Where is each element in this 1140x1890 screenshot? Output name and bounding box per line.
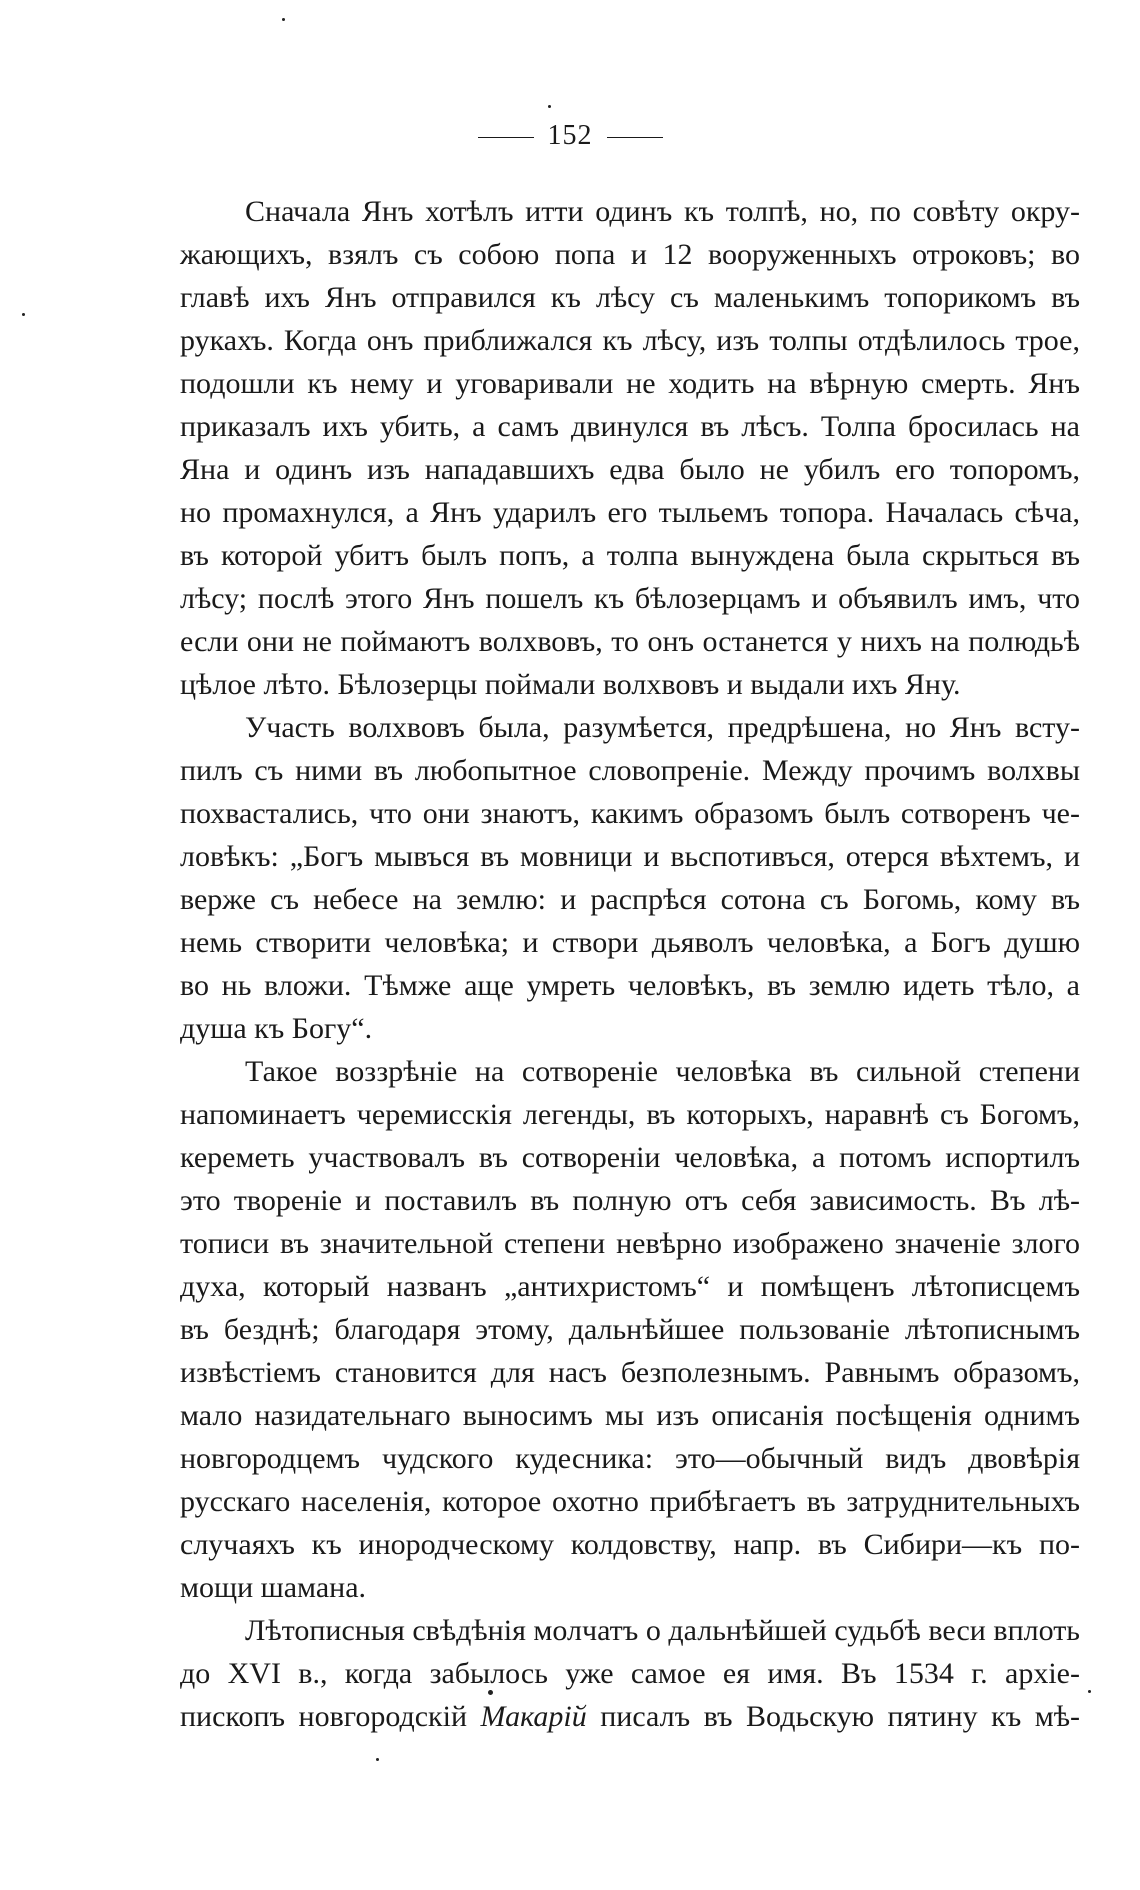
text-line: Сначала Янъ хотѣлъ итти одинъ къ толпѣ, но, по совѣту окру-	[245, 195, 1080, 228]
text-line: рукахъ. Когда онъ приближался къ лѣсу, изъ толпы отдѣлилось трое,	[180, 324, 1080, 357]
text-line: напоминаетъ черемисскія легенды, въ которыхъ, наравнѣ съ Богомъ,	[180, 1098, 1080, 1131]
text-line: мало назидательнаго выносимъ мы изъ описанія посѣщенія однимъ	[180, 1399, 1080, 1432]
text-body	[180, 190, 1080, 1738]
paragraph-1	[180, 190, 1080, 706]
text-line: ловѣкъ: „Богъ мывъся въ мовници и вьспотивъся, отерся вѣхтемъ, и	[180, 840, 1080, 873]
text-line: но промахнулся, а Янъ ударилъ его тыльемъ топора. Началась сѣча,	[180, 496, 1080, 529]
paragraph-3	[180, 1050, 1080, 1609]
text-line: въ которой убитъ былъ попъ, а толпа вынуждена была скрыться въ	[180, 539, 1080, 572]
text-line: во нь вложи. Тѣмже аще умреть человѣкъ, въ землю идеть тѣло, а	[180, 969, 1080, 1002]
text-fragment: пископъ новгородскій	[180, 1700, 481, 1733]
page-number-value: 152	[547, 120, 593, 151]
text-line: извѣстіемъ становится для насъ безполезнымъ. Равнымъ образомъ,	[180, 1356, 1080, 1389]
text-line: подошли къ нему и уговаривали не ходить на вѣрную смерть. Янъ	[180, 367, 1080, 400]
text-line: новгородцемъ чудского кудесника: это—обычный видъ двовѣрія	[180, 1442, 1080, 1475]
text-line: Яна и одинъ изъ нападавшихъ едва было не убилъ его топоромъ,	[180, 453, 1080, 486]
text-line: до XVI в., когда забылось уже самое ея имя. Въ 1534 г. архіе-	[180, 1657, 1080, 1690]
text-line: это твореніе и поставилъ въ полную отъ себя зависимость. Въ лѣ-	[180, 1184, 1080, 1217]
text-line: цѣлое лѣто. Бѣлозерцы поймали волхвовъ и выдали ихъ Яну.	[180, 668, 961, 701]
text-line-with-italic	[180, 1695, 1080, 1738]
text-line: верже съ небесе на землю: и распрѣся сотона съ Богомь, кому въ	[180, 883, 1080, 916]
paragraph-2	[180, 706, 1080, 1050]
text-line: приказалъ ихъ убить, а самъ двинулся въ лѣсъ. Толпа бросилась на	[180, 410, 1080, 443]
text-line: случаяхъ къ инородческому колдовству, напр. въ Сибири—къ по-	[180, 1528, 1080, 1561]
scan-speck	[488, 1690, 493, 1695]
italic-name-makariy: Макарій	[480, 1700, 587, 1733]
text-line: Участь волхвовъ была, разумѣется, предрѣшена, но Янъ всту-	[245, 711, 1080, 744]
text-line: если они не поймаютъ волхвовъ, то онъ останется у нихъ на полюдьѣ	[180, 625, 1080, 658]
text-line: немь створити человѣка; и створи дьяволъ человѣка, а Богъ душю	[180, 926, 1080, 959]
scan-speck	[1088, 1690, 1091, 1693]
text-line: тописи въ значительной степени невѣрно изображено значеніе злого	[180, 1227, 1080, 1260]
page-number	[0, 120, 1140, 152]
text-fragment: писалъ въ Водьскую пятину къ мѣ-	[586, 1700, 1080, 1733]
page-number-dash-right	[607, 137, 663, 138]
text-line: Лѣтописныя свѣдѣнія молчатъ о дальнѣйшей судьбѣ веси вплоть	[245, 1614, 1080, 1647]
text-line: духа, который названъ „антихристомъ“ и помѣщенъ лѣтописцемъ	[180, 1270, 1080, 1303]
scan-speck	[22, 313, 25, 316]
scan-speck	[376, 1758, 379, 1761]
text-line: въ безднѣ; благодаря этому, дальнѣйшее пользованіе лѣтописнымъ	[180, 1313, 1080, 1346]
scan-speck	[548, 105, 551, 108]
text-line: лѣсу; послѣ этого Янъ пошелъ къ бѣлозерцамъ и объявилъ имъ, что	[180, 582, 1080, 615]
text-line: главѣ ихъ Янъ отправился къ лѣсу съ маленькимъ топорикомъ въ	[180, 281, 1080, 314]
text-line: кереметь участвовалъ въ сотвореніи человѣка, а потомъ испортилъ	[180, 1141, 1080, 1174]
page-number-dash-left	[478, 137, 534, 138]
text-line: жающихъ, взялъ съ собою попа и 12 вооруженныхъ отроковъ; во	[180, 238, 1080, 271]
scan-speck	[282, 18, 285, 21]
text-line: Такое воззрѣніе на сотвореніе человѣка въ сильной степени	[245, 1055, 1080, 1088]
text-line: русскаго населенія, которое охотно прибѣгаетъ въ затруднительныхъ	[180, 1485, 1080, 1518]
text-line: похвастались, что они знаютъ, какимъ образомъ былъ сотворенъ че-	[180, 797, 1080, 830]
text-line: мощи шамана.	[180, 1571, 367, 1604]
paragraph-4	[180, 1609, 1080, 1738]
text-line: душа къ Богу“.	[180, 1012, 373, 1045]
text-line: пилъ съ ними въ любопытное словопреніе. Между прочимъ волхвы	[180, 754, 1080, 787]
